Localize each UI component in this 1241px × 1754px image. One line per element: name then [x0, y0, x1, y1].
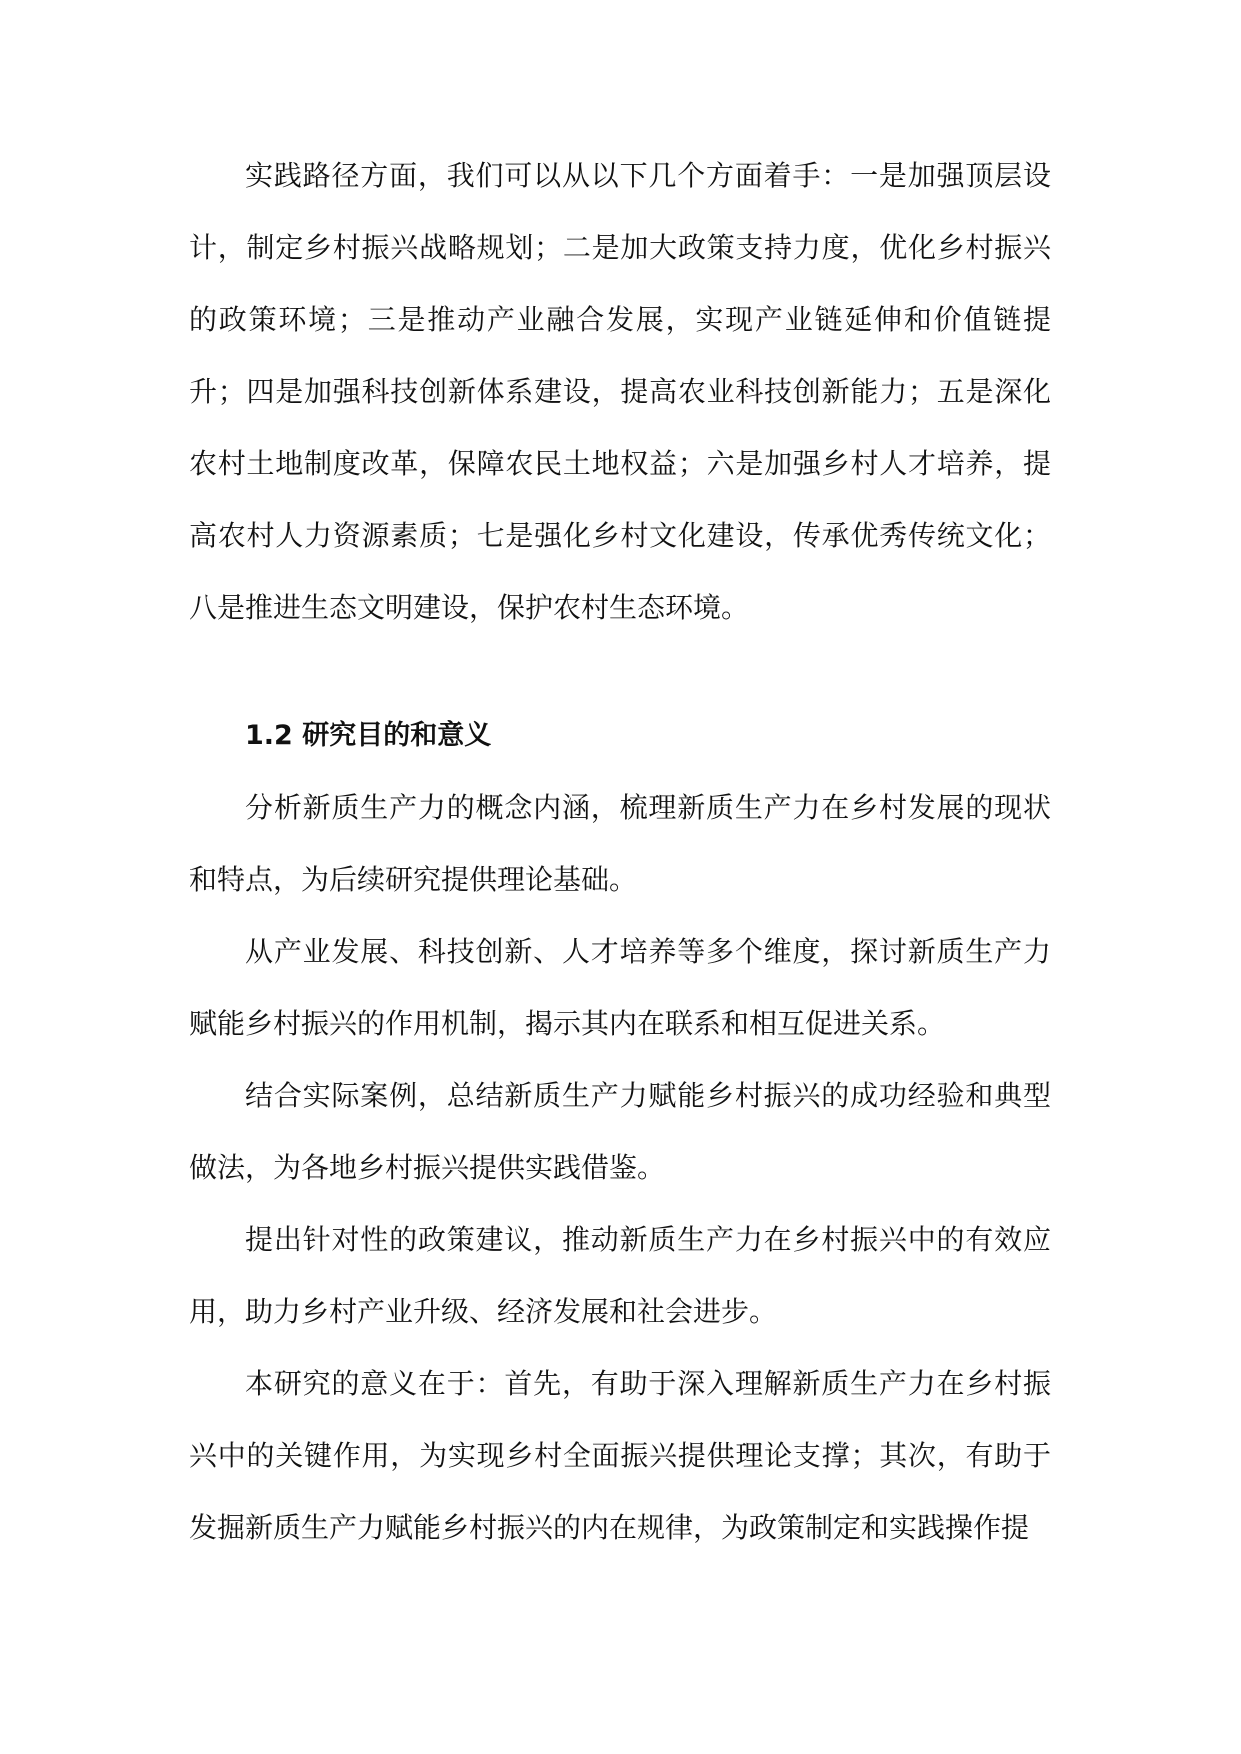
body-paragraph: 结合实际案例，总结新质生产力赋能乡村振兴的成功经验和典型做法，为各地乡村振兴提供实践借鉴。	[189, 1079, 1051, 1184]
body-paragraph: 从产业发展、科技创新、人才培养等多个维度，探讨新质生产力赋能乡村振兴的作用机制，揭示其内在联系和相互促进关系。	[189, 935, 1051, 1040]
intro-section	[189, 140, 1051, 644]
body-paragraph: 分析新质生产力的概念内涵，梳理新质生产力在乡村发展的现状和特点，为后续研究提供理论基础。	[189, 791, 1051, 896]
intro-paragraph: 实践路径方面，我们可以从以下几个方面着手：一是加强顶层设计，制定乡村振兴战略规划；二是加大政策支持力度，优化乡村振兴的政策环境；三是推动产业融合发展，实现产业链延伸和价值链提升；四是加强科技创新体系建设，提高农业科技创新能力；五是深化农村土地制度改革，保障农民土地权益；六是加强乡村人才培养，提高农村人力资源素质；七是强化乡村文化建设，传承优秀传统文化；八是推进生态文明建设，保护农村生态环境。	[189, 159, 1051, 624]
body-paragraph: 提出针对性的政策建议，推动新质生产力在乡村振兴中的有效应用，助力乡村产业升级、经济发展和社会进步。	[189, 1223, 1051, 1328]
body-paragraph: 本研究的意义在于：首先，有助于深入理解新质生产力在乡村振兴中的关键作用，为实现乡村全面振兴提供理论支撑；其次，有助于发掘新质生产力赋能乡村振兴的内在规律，为政策制定和实践操作提	[189, 1367, 1051, 1544]
research-purpose-section	[189, 700, 1051, 1564]
section-heading: 1.2 研究目的和意义	[245, 720, 492, 751]
